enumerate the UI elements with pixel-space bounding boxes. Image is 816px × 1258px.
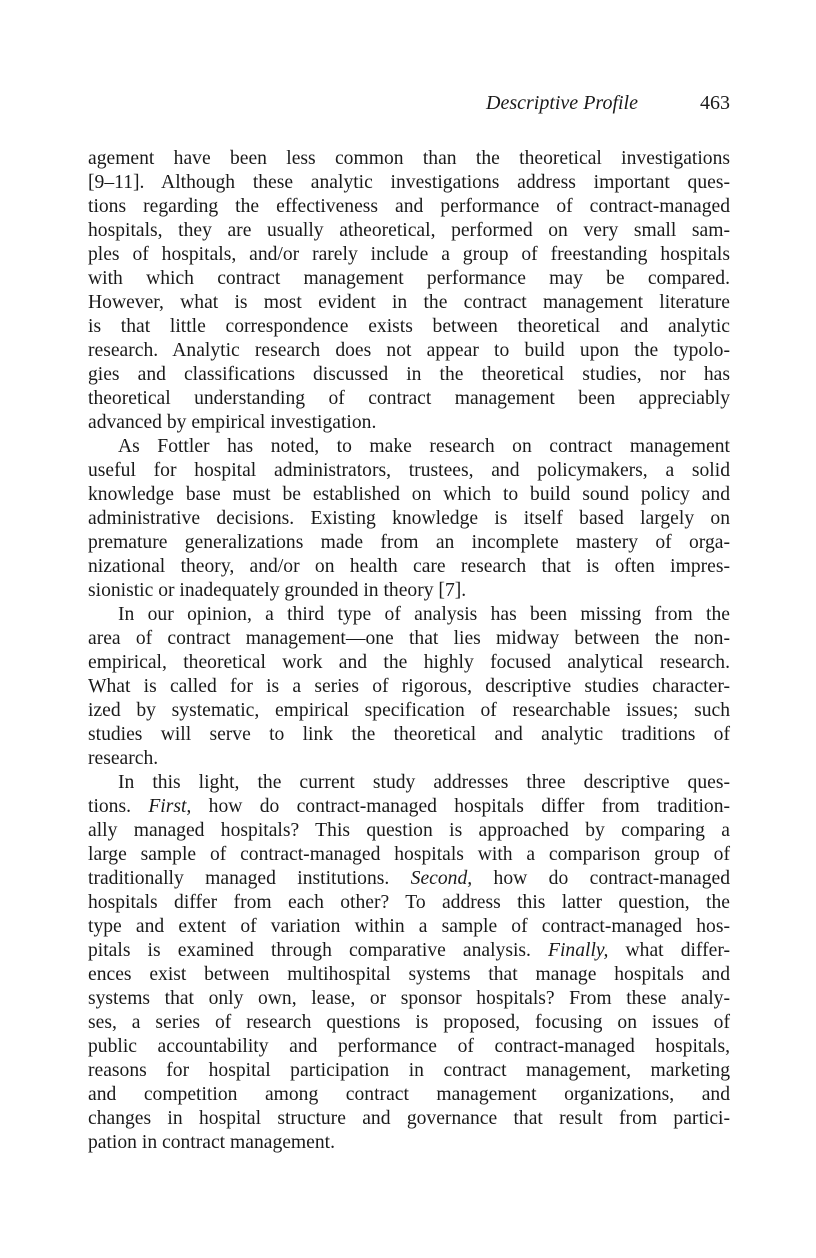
text-segment: what differ- <box>608 940 730 961</box>
text-line: with which contract management performance may be compared. <box>88 268 730 289</box>
page-number: 463 <box>700 92 730 114</box>
text-line: useful for hospital administrators, trustees, and policymakers, a solid <box>88 460 730 481</box>
text-line: administrative decisions. Existing knowledge is itself based largely on <box>88 508 730 529</box>
text-line: premature generalizations made from an incomplete mastery of orga- <box>88 532 730 553</box>
text-line <box>88 939 730 963</box>
text-line: ally managed hospitals? This question is approached by comparing a <box>88 820 730 841</box>
text-line: is that little correspondence exists between theoretical and analytic <box>88 316 730 337</box>
text-line: In our opinion, a third type of analysis has been missing from the <box>118 604 730 625</box>
text-line: ized by systematic, empirical specification of researchable issues; such <box>88 700 730 721</box>
text-line: advanced by empirical investigation. <box>88 412 377 433</box>
text-line: In this light, the current study addresses three descriptive ques- <box>118 772 730 793</box>
text-line: theoretical understanding of contract management been appreciably <box>88 388 730 409</box>
text-segment: pitals is examined through comparative analysis. <box>88 940 549 961</box>
text-line: area of contract management—one that lies midway between the non- <box>88 628 730 649</box>
text-line: pation in contract management. <box>88 1132 336 1153</box>
text-line: ses, a series of research questions is proposed, focusing on issues of <box>88 1012 730 1033</box>
paragraph <box>88 147 730 435</box>
text-line: nizational theory, and/or on health care research that is often impres- <box>88 556 730 577</box>
paragraph <box>88 435 730 603</box>
text-line: hospitals differ from each other? To address this latter question, the <box>88 892 730 913</box>
text-line: What is called for is a series of rigorous, descriptive studies character- <box>88 676 730 697</box>
text-line: However, what is most evident in the contract management literature <box>88 292 730 313</box>
text-line: ples of hospitals, and/or rarely include a group of freestanding hospitals <box>88 244 730 265</box>
text-line: empirical, theoretical work and the highly focused analytical research. <box>88 652 730 673</box>
emphasis-text: Second, <box>410 868 473 889</box>
running-header <box>88 92 730 118</box>
text-segment: tions. <box>88 796 149 817</box>
paragraph <box>88 771 730 1155</box>
text-segment: how do contract-managed <box>472 868 731 889</box>
text-line: reasons for hospital participation in contract management, marketing <box>88 1060 730 1081</box>
text-line: studies will serve to link the theoretical and analytic traditions of <box>88 724 730 745</box>
text-segment: traditionally managed institutions. <box>88 868 411 889</box>
text-line: type and extent of variation within a sample of contract-managed hos- <box>88 916 730 937</box>
paragraph <box>88 603 730 771</box>
body-text <box>88 147 730 1155</box>
text-line: and competition among contract management organizations, and <box>88 1084 730 1105</box>
text-line: public accountability and performance of contract-managed hospitals, <box>88 1036 730 1057</box>
text-line: [9–11]. Although these analytic investigations address important ques- <box>88 172 730 193</box>
text-segment: how do contract-managed hospitals differ from tradition- <box>191 796 731 817</box>
text-line <box>88 795 730 819</box>
text-line: systems that only own, lease, or sponsor hospitals? From these analy- <box>88 988 730 1009</box>
text-line <box>88 867 730 891</box>
text-line: As Fottler has noted, to make research on contract management <box>118 436 730 457</box>
text-line: agement have been less common than the theoretical investigations <box>88 148 730 169</box>
emphasis-text: Finally, <box>548 940 609 961</box>
running-title: Descriptive Profile <box>486 92 638 114</box>
text-line: hospitals, they are usually atheoretical, performed on very small sam- <box>88 220 730 241</box>
text-line: changes in hospital structure and governance that result from partici- <box>88 1108 730 1129</box>
text-line: ences exist between multihospital systems that manage hospitals and <box>88 964 730 985</box>
emphasis-text: First, <box>148 796 192 817</box>
text-line: tions regarding the effectiveness and performance of contract-managed <box>88 196 730 217</box>
text-line: research. <box>88 748 159 769</box>
text-line: large sample of contract-managed hospitals with a comparison group of <box>88 844 730 865</box>
text-line: sionistic or inadequately grounded in theory [7]. <box>88 580 467 601</box>
text-line: gies and classifications discussed in the theoretical studies, nor has <box>88 364 730 385</box>
text-line: research. Analytic research does not appear to build upon the typolo- <box>88 340 730 361</box>
text-line: knowledge base must be established on which to build sound policy and <box>88 484 730 505</box>
